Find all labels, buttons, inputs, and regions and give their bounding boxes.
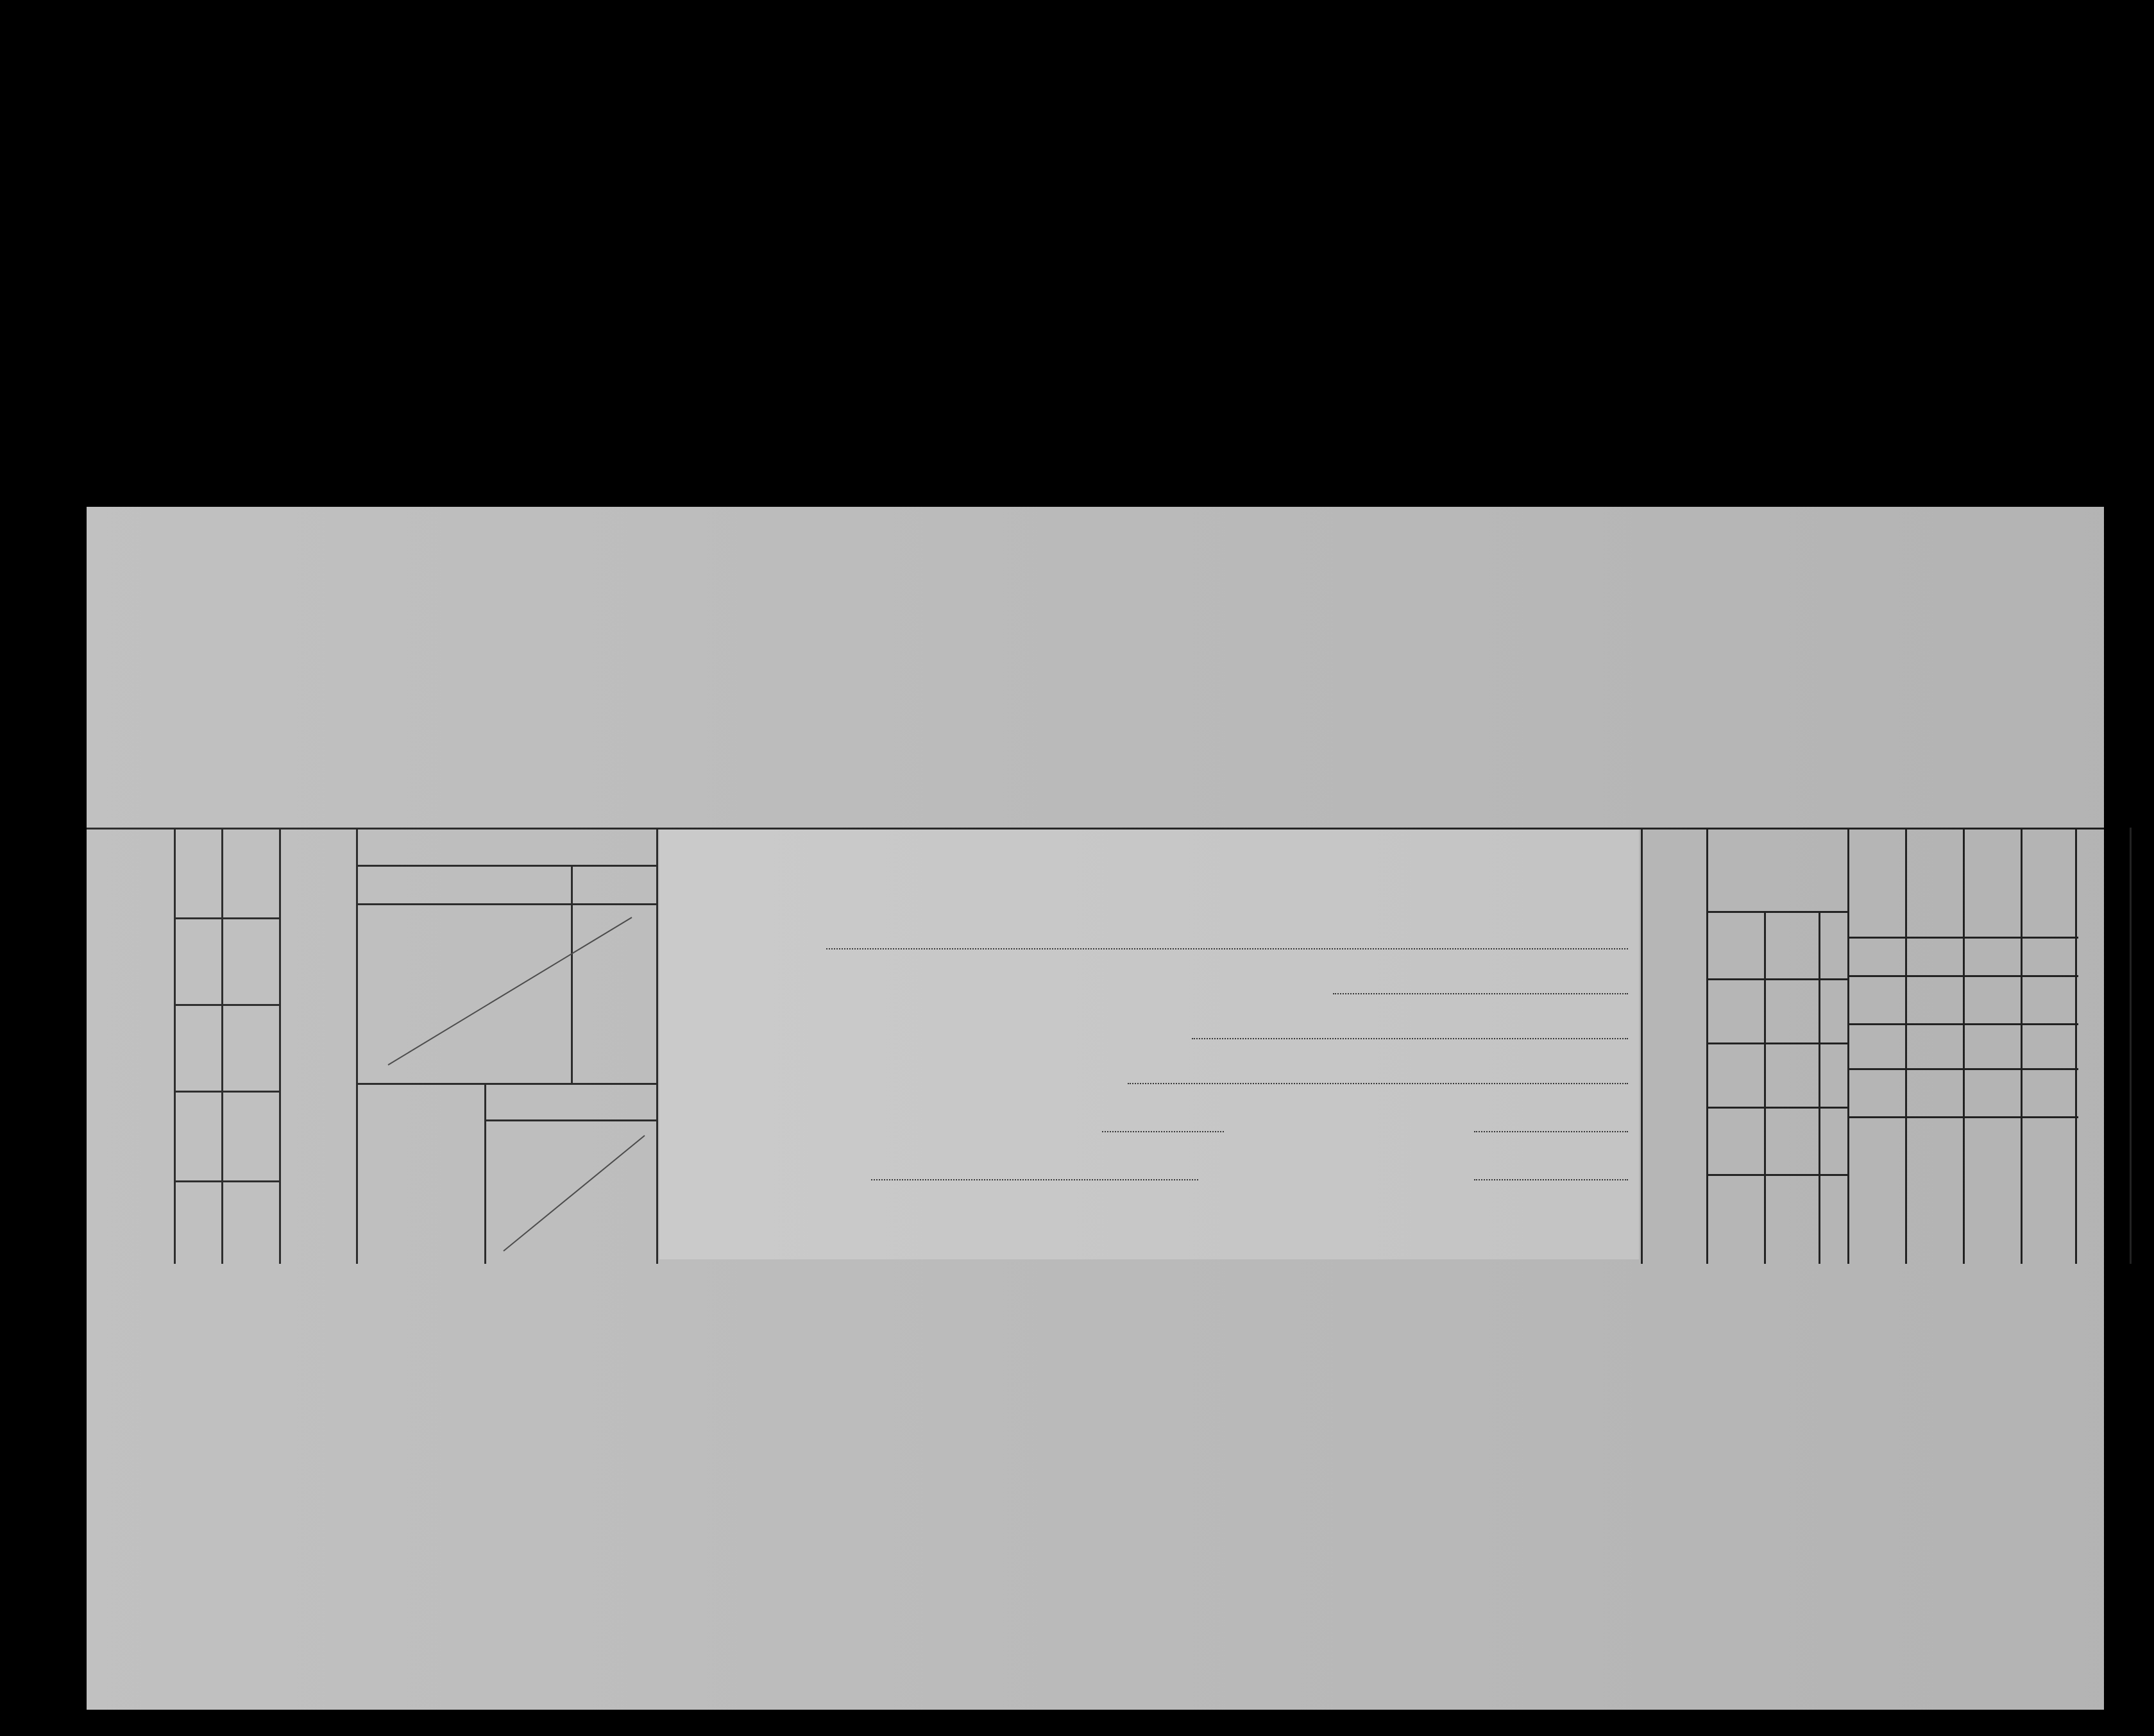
worker-families-top — [1915, 840, 1953, 930]
employee-families-top — [2030, 840, 2069, 930]
col-138-header — [1770, 985, 1815, 1039]
col-139-header — [1770, 917, 1815, 972]
employee-families-bottom — [2030, 1161, 2069, 1251]
hired-workers-label — [298, 866, 350, 1225]
middle-section — [87, 828, 2104, 1264]
top-section — [87, 507, 2104, 828]
garden-strikeout — [497, 1129, 651, 1257]
col-136-header — [1770, 1113, 1815, 1168]
worker-families-bottom — [1915, 1161, 1953, 1251]
private-owner-panel — [659, 830, 1639, 1259]
population-label — [1645, 879, 1703, 1238]
census-card — [87, 507, 2104, 1710]
trade-strikeout — [382, 911, 638, 1071]
bottom-section — [87, 1261, 2104, 1710]
